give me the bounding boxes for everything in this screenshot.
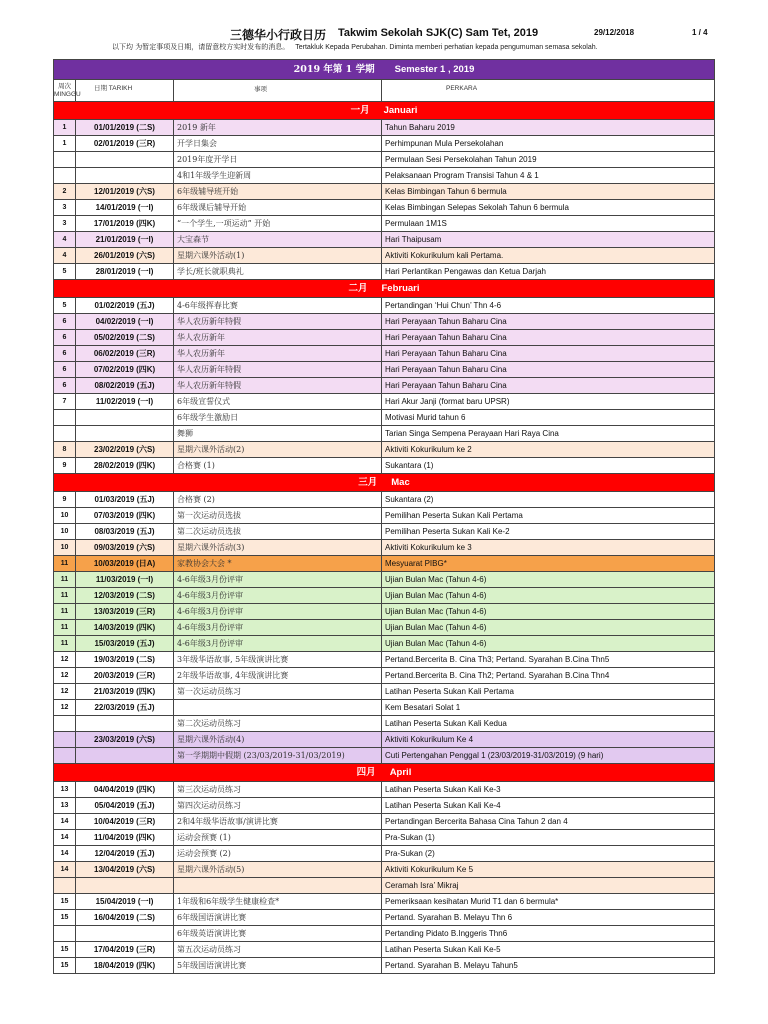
month-banner bbox=[54, 280, 715, 298]
week-cell: 11 bbox=[54, 556, 76, 572]
event-chinese-cell: 6年级课后辅导开始 bbox=[174, 200, 382, 216]
date-cell bbox=[76, 168, 174, 184]
date-cell bbox=[76, 878, 174, 894]
event-chinese-cell: 星期六课外活动(2) bbox=[174, 442, 382, 458]
week-cell: 6 bbox=[54, 362, 76, 378]
event-chinese-cell: 第一学期期中假期 (23/03/2019-31/03/2019) bbox=[174, 748, 382, 764]
week-cell: 15 bbox=[54, 894, 76, 910]
event-malay-cell: Sukantara (1) bbox=[382, 458, 715, 474]
date-cell: 12/01/2019 (六S) bbox=[76, 184, 174, 200]
date-cell: 08/03/2019 (五J) bbox=[76, 524, 174, 540]
date-cell: 18/04/2019 (四K) bbox=[76, 958, 174, 974]
semester-malay: Semester 1 , 2019 bbox=[394, 64, 475, 75]
event-malay-cell: Pertanding Pidato B.Inggeris Thn6 bbox=[382, 926, 715, 942]
date-cell: 07/02/2019 (四K) bbox=[76, 362, 174, 378]
week-cell bbox=[54, 152, 76, 168]
week-cell: 3 bbox=[54, 216, 76, 232]
week-cell: 15 bbox=[54, 958, 76, 974]
event-malay-cell: Ujian Bulan Mac (Tahun 4-6) bbox=[382, 588, 715, 604]
event-malay-cell: Kelas Bimbingan Selepas Sekolah Tahun 6 bermula bbox=[382, 200, 715, 216]
event-malay-cell: Tarian Singa Sempena Perayaan Hari Raya Cina bbox=[382, 426, 715, 442]
column-header-date: 日期 TARIKH bbox=[76, 80, 174, 102]
column-header-week bbox=[54, 80, 81, 102]
date-cell: 17/01/2019 (四K) bbox=[76, 216, 174, 232]
event-malay-cell: Pertand.Bercerita B. Cina Th3; Pertand. Syarahan B.Cina Thn5 bbox=[382, 652, 715, 668]
event-chinese-cell: 家教协会大会 * bbox=[174, 556, 382, 572]
week-cell bbox=[54, 878, 76, 894]
week-header-chinese: 周次 bbox=[58, 83, 71, 90]
date-cell bbox=[76, 152, 174, 168]
month-chinese: 一月 bbox=[350, 105, 370, 116]
month-chinese: 四月 bbox=[356, 767, 376, 778]
event-chinese-cell: 华人农历新年特假 bbox=[174, 378, 382, 394]
event-chinese-cell: 合格赛 (1) bbox=[174, 458, 382, 474]
week-cell: 14 bbox=[54, 830, 76, 846]
event-malay-cell: Kem Besatari Solat 1 bbox=[382, 700, 715, 716]
event-malay-cell: Pelaksanaan Program Transisi Tahun 4 & 1 bbox=[382, 168, 715, 184]
event-chinese-cell: 华人农历新年 bbox=[174, 330, 382, 346]
event-malay-cell: Tahun Baharu 2019 bbox=[382, 120, 715, 136]
title-chinese: 三德华小行政日历 bbox=[230, 28, 327, 42]
date-cell: 16/04/2019 (二S) bbox=[76, 910, 174, 926]
event-malay-cell: Pertand. Syarahan B. Melayu Tahun5 bbox=[382, 958, 715, 974]
date-cell: 28/01/2019 (一I) bbox=[76, 264, 174, 280]
week-cell: 15 bbox=[54, 910, 76, 926]
event-malay-cell: Permulaan 1M1S bbox=[382, 216, 715, 232]
event-malay-cell: Pertandingan ‘Hui Chun’ Thn 4-6 bbox=[382, 298, 715, 314]
event-malay-cell: Pertand.Bercerita B. Cina Th2; Pertand. Syarahan B.Cina Thn4 bbox=[382, 668, 715, 684]
event-malay-cell: Hari Perayaan Tahun Baharu Cina bbox=[382, 378, 715, 394]
date-cell: 05/02/2019 (二S) bbox=[76, 330, 174, 346]
week-cell: 7 bbox=[54, 394, 76, 410]
event-malay-cell: Latihan Peserta Sukan Kali Pertama bbox=[382, 684, 715, 700]
week-cell: 13 bbox=[54, 782, 76, 798]
date-cell: 23/03/2019 (六S) bbox=[76, 732, 174, 748]
event-malay-cell: Ujian Bulan Mac (Tahun 4-6) bbox=[382, 620, 715, 636]
week-cell bbox=[54, 168, 76, 184]
date-cell: 10/03/2019 (日A) bbox=[76, 556, 174, 572]
event-chinese-cell: 开学日集会 bbox=[174, 136, 382, 152]
week-cell bbox=[54, 732, 76, 748]
event-chinese-cell: 第二次运动员练习 bbox=[174, 716, 382, 732]
week-cell: 6 bbox=[54, 330, 76, 346]
event-chinese-cell: 第一次运动员选拔 bbox=[174, 508, 382, 524]
event-chinese-cell: 2019年度开学日 bbox=[174, 152, 382, 168]
event-malay-cell: Hari Perayaan Tahun Baharu Cina bbox=[382, 330, 715, 346]
event-chinese-cell: 舞狮 bbox=[174, 426, 382, 442]
event-chinese-cell: 4-6年级3月份评审 bbox=[174, 572, 382, 588]
date-cell: 20/03/2019 (三R) bbox=[76, 668, 174, 684]
event-chinese-cell: 星期六课外活动(4) bbox=[174, 732, 382, 748]
week-cell: 13 bbox=[54, 798, 76, 814]
week-cell: 9 bbox=[54, 458, 76, 474]
week-cell: 15 bbox=[54, 942, 76, 958]
date-cell: 17/04/2019 (三R) bbox=[76, 942, 174, 958]
month-banner bbox=[54, 102, 715, 120]
event-chinese-cell: 第五次运动员练习 bbox=[174, 942, 382, 958]
week-cell: 11 bbox=[54, 572, 76, 588]
event-malay-cell: Hari Perlantikan Pengawas dan Ketua Darjah bbox=[382, 264, 715, 280]
week-cell: 12 bbox=[54, 700, 76, 716]
event-malay-cell: Latihan Peserta Sukan Kali Kedua bbox=[382, 716, 715, 732]
event-chinese-cell: 6年级辅导班开始 bbox=[174, 184, 382, 200]
disclaimer-notice bbox=[112, 42, 598, 52]
week-cell bbox=[54, 716, 76, 732]
month-malay: April bbox=[389, 767, 412, 778]
event-malay-cell: Aktiviti Kokurikulum ke 3 bbox=[382, 540, 715, 556]
event-chinese-cell: 学长/班长就职典礼 bbox=[174, 264, 382, 280]
week-cell bbox=[54, 410, 76, 426]
event-chinese-cell: 3年级华语故事, 5年级演讲比赛 bbox=[174, 652, 382, 668]
event-malay-cell: Latihan Peserta Sukan Kali Ke-5 bbox=[382, 942, 715, 958]
calendar-header bbox=[0, 24, 768, 60]
event-malay-cell: Permulaan Sesi Persekolahan Tahun 2019 bbox=[382, 152, 715, 168]
date-cell: 14/01/2019 (一I) bbox=[76, 200, 174, 216]
event-malay-cell: Latihan Peserta Sukan Kali Ke-3 bbox=[382, 782, 715, 798]
date-cell: 13/04/2019 (六S) bbox=[76, 862, 174, 878]
date-cell: 21/01/2019 (一I) bbox=[76, 232, 174, 248]
month-malay: Januari bbox=[383, 105, 418, 116]
date-cell bbox=[76, 716, 174, 732]
date-cell: 09/03/2019 (六S) bbox=[76, 540, 174, 556]
event-malay-cell: Sukantara (2) bbox=[382, 492, 715, 508]
event-chinese-cell: 第二次运动员选拔 bbox=[174, 524, 382, 540]
date-cell: 13/03/2019 (三R) bbox=[76, 604, 174, 620]
date-cell: 01/01/2019 (二S) bbox=[76, 120, 174, 136]
event-chinese-cell: 华人农历新年 bbox=[174, 346, 382, 362]
date-cell: 06/02/2019 (三R) bbox=[76, 346, 174, 362]
event-chinese-cell: 6年级宣誓仪式 bbox=[174, 394, 382, 410]
event-chinese-cell: 4-6年级3月份评审 bbox=[174, 604, 382, 620]
month-banner bbox=[54, 764, 715, 782]
date-cell bbox=[76, 426, 174, 442]
date-cell: 21/03/2019 (四K) bbox=[76, 684, 174, 700]
week-cell bbox=[54, 748, 76, 764]
month-chinese: 三月 bbox=[358, 477, 378, 488]
week-cell: 1 bbox=[54, 120, 76, 136]
column-header-event-chinese: 事项 bbox=[174, 80, 382, 102]
date-cell: 05/04/2019 (五J) bbox=[76, 798, 174, 814]
event-chinese-cell: 运动会预赛 (1) bbox=[174, 830, 382, 846]
week-cell: 11 bbox=[54, 604, 76, 620]
date-cell: 19/03/2019 (二S) bbox=[76, 652, 174, 668]
week-cell: 6 bbox=[54, 314, 76, 330]
event-chinese-cell: 第四次运动员练习 bbox=[174, 798, 382, 814]
event-chinese-cell: 4-6年级3月份评审 bbox=[174, 636, 382, 652]
month-chinese: 二月 bbox=[348, 283, 368, 294]
event-malay-cell: Pra-Sukan (1) bbox=[382, 830, 715, 846]
event-malay-cell: Hari Perayaan Tahun Baharu Cina bbox=[382, 346, 715, 362]
date-cell: 04/04/2019 (四K) bbox=[76, 782, 174, 798]
event-chinese-cell: 4-6年级3月份评审 bbox=[174, 588, 382, 604]
event-chinese-cell: 华人农历新年特假 bbox=[174, 362, 382, 378]
week-header-malay: MINGGU bbox=[54, 91, 81, 98]
event-malay-cell: Aktiviti Kokurikulum ke 2 bbox=[382, 442, 715, 458]
date-cell: 02/01/2019 (三R) bbox=[76, 136, 174, 152]
week-cell: 10 bbox=[54, 540, 76, 556]
date-cell: 11/02/2019 (一I) bbox=[76, 394, 174, 410]
week-cell: 5 bbox=[54, 264, 76, 280]
week-cell: 2 bbox=[54, 184, 76, 200]
event-chinese-cell: 大宝森节 bbox=[174, 232, 382, 248]
date-cell: 12/04/2019 (五J) bbox=[76, 846, 174, 862]
date-cell: 23/02/2019 (六S) bbox=[76, 442, 174, 458]
event-chinese-cell: 星期六课外活动(1) bbox=[174, 248, 382, 264]
notice-malay: Tertakluk Kepada Perubahan. Diminta memberi perhatian kepada pengumuman semasa sekolah. bbox=[295, 44, 598, 51]
date-cell: 01/03/2019 (五J) bbox=[76, 492, 174, 508]
event-malay-cell: Kelas Bimbingan Tahun 6 bermula bbox=[382, 184, 715, 200]
week-cell: 11 bbox=[54, 620, 76, 636]
event-chinese-cell: 2019 新年 bbox=[174, 120, 382, 136]
date-cell bbox=[76, 748, 174, 764]
date-cell bbox=[76, 926, 174, 942]
week-cell: 10 bbox=[54, 508, 76, 524]
date-cell: 26/01/2019 (六S) bbox=[76, 248, 174, 264]
week-cell: 8 bbox=[54, 442, 76, 458]
column-header-event-malay: PERKARA bbox=[382, 80, 715, 102]
event-malay-cell: Cuti Pertengahan Penggal 1 (23/03/2019-31/03/2019) (9 hari) bbox=[382, 748, 715, 764]
date-cell: 22/03/2019 (五J) bbox=[76, 700, 174, 716]
event-malay-cell: Ujian Bulan Mac (Tahun 4-6) bbox=[382, 604, 715, 620]
week-cell bbox=[54, 426, 76, 442]
date-cell: 01/02/2019 (五J) bbox=[76, 298, 174, 314]
event-chinese-cell: 4-6年级挥春比赛 bbox=[174, 298, 382, 314]
week-cell: 12 bbox=[54, 652, 76, 668]
event-chinese-cell: 1年级和6年级学生健康检查* bbox=[174, 894, 382, 910]
page-number: 1 / 4 bbox=[692, 28, 708, 37]
event-malay-cell: Aktiviti Kokurikulum Ke 4 bbox=[382, 732, 715, 748]
week-cell: 6 bbox=[54, 378, 76, 394]
event-chinese-cell: 5年级国语演讲比赛 bbox=[174, 958, 382, 974]
event-malay-cell: Pra-Sukan (2) bbox=[382, 846, 715, 862]
event-malay-cell: Pertandingan Bercerita Bahasa Cina Tahun 2 dan 4 bbox=[382, 814, 715, 830]
event-malay-cell: Aktiviti Kokurikulum Ke 5 bbox=[382, 862, 715, 878]
date-cell: 12/03/2019 (二S) bbox=[76, 588, 174, 604]
event-malay-cell: Hari Thaipusam bbox=[382, 232, 715, 248]
event-malay-cell: Hari Perayaan Tahun Baharu Cina bbox=[382, 314, 715, 330]
notice-chinese: 以下均 为暂定事项及日期，请留意校方实时发布的消息。 bbox=[112, 43, 290, 51]
event-malay-cell: Ceramah Isra’ Mikraj bbox=[382, 878, 715, 894]
event-chinese-cell: 2年级华语故事, 4年级演讲比赛 bbox=[174, 668, 382, 684]
date-cell: 14/03/2019 (四K) bbox=[76, 620, 174, 636]
month-malay: Februari bbox=[381, 283, 420, 294]
date-cell: 11/03/2019 (一I) bbox=[76, 572, 174, 588]
event-malay-cell: Aktiviti Kokurikulum kali Pertama. bbox=[382, 248, 715, 264]
event-malay-cell: Pemilihan Peserta Sukan Kali Ke-2 bbox=[382, 524, 715, 540]
date-cell bbox=[76, 410, 174, 426]
date-cell: 11/04/2019 (四K) bbox=[76, 830, 174, 846]
print-date: 29/12/2018 bbox=[594, 28, 635, 37]
event-malay-cell: Pemeriksaan kesihatan Murid T1 dan 6 bermula* bbox=[382, 894, 715, 910]
event-chinese-cell: 第三次运动员练习 bbox=[174, 782, 382, 798]
week-cell: 12 bbox=[54, 684, 76, 700]
event-chinese-cell bbox=[174, 878, 382, 894]
week-cell: 6 bbox=[54, 346, 76, 362]
event-chinese-cell: 6年级学生激励日 bbox=[174, 410, 382, 426]
date-cell: 10/04/2019 (三R) bbox=[76, 814, 174, 830]
event-chinese-cell: “一个学生,一项运动” 开始 bbox=[174, 216, 382, 232]
date-cell: 15/04/2019 (一I) bbox=[76, 894, 174, 910]
week-cell: 11 bbox=[54, 636, 76, 652]
calendar-table bbox=[53, 59, 715, 974]
month-malay: Mac bbox=[391, 477, 410, 488]
event-malay-cell: Hari Akur Janji (format baru UPSR) bbox=[382, 394, 715, 410]
week-cell: 10 bbox=[54, 524, 76, 540]
event-chinese-cell bbox=[174, 700, 382, 716]
event-chinese-cell: 合格赛 (2) bbox=[174, 492, 382, 508]
event-malay-cell: Ujian Bulan Mac (Tahun 4-6) bbox=[382, 572, 715, 588]
week-cell: 11 bbox=[54, 588, 76, 604]
week-cell: 5 bbox=[54, 298, 76, 314]
week-cell: 4 bbox=[54, 248, 76, 264]
event-chinese-cell: 2和4年级华语故事/演讲比赛 bbox=[174, 814, 382, 830]
date-cell: 08/02/2019 (五J) bbox=[76, 378, 174, 394]
date-cell: 07/03/2019 (四K) bbox=[76, 508, 174, 524]
week-cell: 4 bbox=[54, 232, 76, 248]
event-chinese-cell: 4和1年级学生迎新周 bbox=[174, 168, 382, 184]
event-malay-cell: Motivasi Murid tahun 6 bbox=[382, 410, 715, 426]
event-malay-cell: Pemilihan Peserta Sukan Kali Pertama bbox=[382, 508, 715, 524]
date-cell: 04/02/2019 (一I) bbox=[76, 314, 174, 330]
event-chinese-cell: 运动会预赛 (2) bbox=[174, 846, 382, 862]
event-malay-cell: Pertand. Syarahan B. Melayu Thn 6 bbox=[382, 910, 715, 926]
date-cell: 15/03/2019 (五J) bbox=[76, 636, 174, 652]
week-cell bbox=[54, 926, 76, 942]
week-cell: 3 bbox=[54, 200, 76, 216]
date-cell: 28/02/2019 (四K) bbox=[76, 458, 174, 474]
event-chinese-cell: 6年级国语演讲比赛 bbox=[174, 910, 382, 926]
event-chinese-cell: 第一次运动员练习 bbox=[174, 684, 382, 700]
event-malay-cell: Perhimpunan Mula Persekolahan bbox=[382, 136, 715, 152]
week-cell: 1 bbox=[54, 136, 76, 152]
event-chinese-cell: 4-6年级3月份评审 bbox=[174, 620, 382, 636]
event-chinese-cell: 6年级英语演讲比赛 bbox=[174, 926, 382, 942]
week-cell: 12 bbox=[54, 668, 76, 684]
title-malay: Takwim Sekolah SJK(C) Sam Tet, 2019 bbox=[338, 27, 539, 39]
week-cell: 14 bbox=[54, 846, 76, 862]
event-malay-cell: Latihan Peserta Sukan Kali Ke-4 bbox=[382, 798, 715, 814]
week-cell: 9 bbox=[54, 492, 76, 508]
semester-chinese: 2019 年第 1 学期 bbox=[293, 64, 375, 75]
week-cell: 14 bbox=[54, 814, 76, 830]
week-cell: 14 bbox=[54, 862, 76, 878]
event-chinese-cell: 星期六课外活动(3) bbox=[174, 540, 382, 556]
month-banner bbox=[54, 474, 715, 492]
event-malay-cell: Mesyuarat PIBG* bbox=[382, 556, 715, 572]
semester-banner bbox=[54, 60, 715, 80]
event-malay-cell: Ujian Bulan Mac (Tahun 4-6) bbox=[382, 636, 715, 652]
event-chinese-cell: 星期六课外活动(5) bbox=[174, 862, 382, 878]
event-chinese-cell: 华人农历新年特假 bbox=[174, 314, 382, 330]
event-malay-cell: Hari Perayaan Tahun Baharu Cina bbox=[382, 362, 715, 378]
